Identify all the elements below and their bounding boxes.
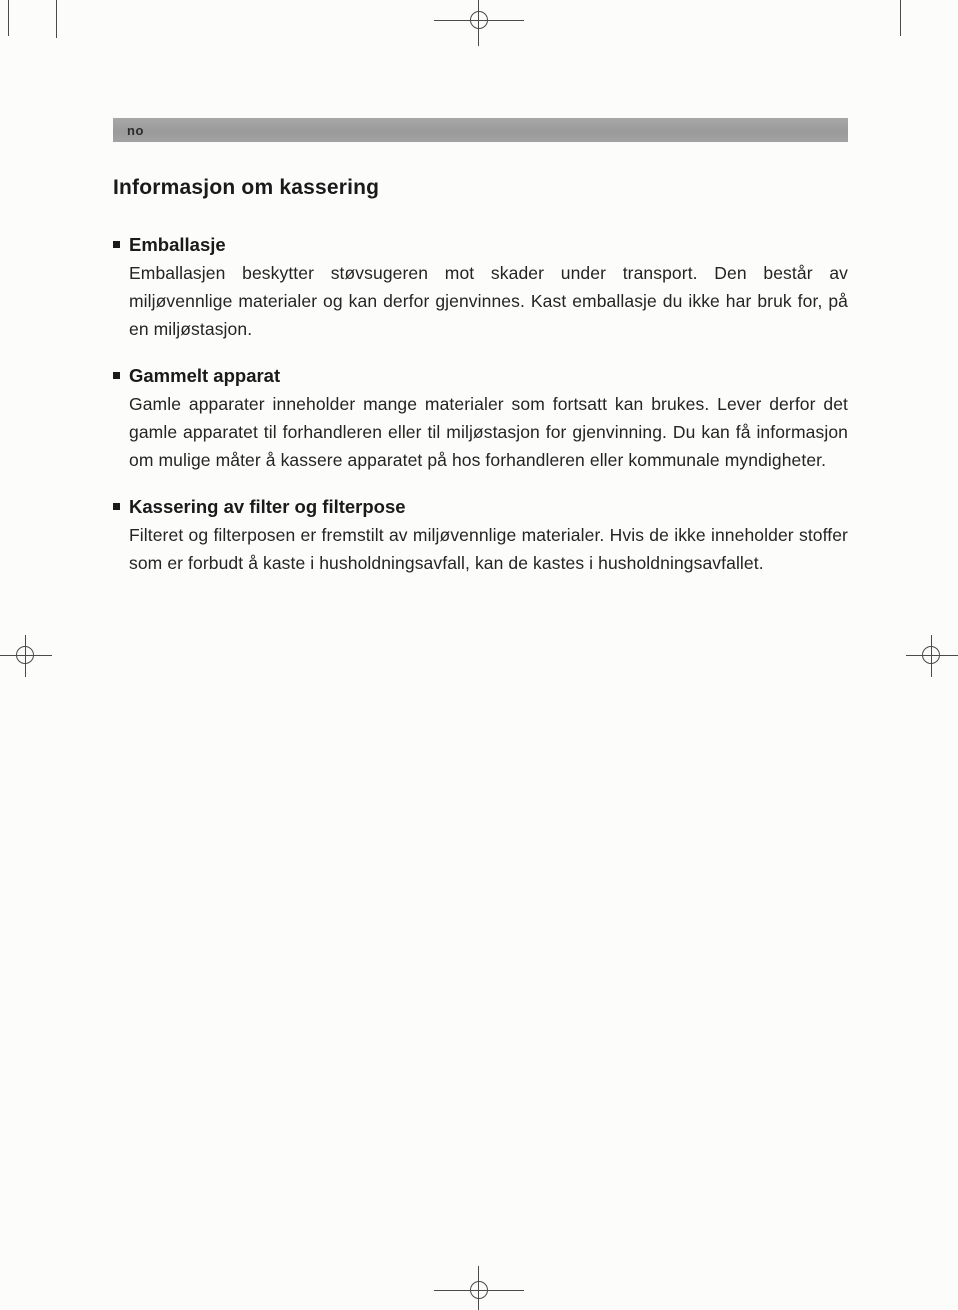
crop-mark-top-right: [900, 0, 901, 36]
section-heading: [113, 234, 848, 256]
section-heading-label: Kassering av filter og filterpose: [129, 496, 406, 517]
section-heading-label: Emballasje: [129, 234, 226, 255]
section-packaging: [113, 234, 848, 343]
language-header-bar: [113, 118, 848, 142]
section-body-text: Gamle apparater inneholder mange materialer som fortsatt kan brukes. Lever derfor det gamle apparatet til forhandleren eller til miljøstasjon for gjenvinning. Du kan få informasjon om mulige måter å kassere apparatet på hos forhandleren eller kommunale myndigheter.: [129, 394, 848, 470]
crop-mark-top-left-outer: [8, 0, 9, 36]
section-heading-label: Gammelt apparat: [129, 365, 281, 386]
document-content: [113, 176, 848, 599]
page-title: Informasjon om kassering: [113, 176, 380, 199]
section-old-appliance: [113, 365, 848, 474]
registration-mark-bottom-circle: [470, 1281, 488, 1299]
language-code: no: [127, 122, 144, 138]
section-body-text: Filteret og filterposen er fremstilt av miljøvennlige materialer. Hvis de ikke inneholder stoffer som er forbudt å kaste i husholdningsavfall, kan de kastes i husholdningsavfallet.: [129, 525, 848, 573]
bullet-square-icon: [113, 503, 120, 510]
section-filter-disposal: [113, 496, 848, 577]
bullet-square-icon: [113, 372, 120, 379]
crop-mark-top-left-inner: [56, 0, 57, 38]
registration-mark-right-circle: [922, 646, 940, 664]
section-heading: [113, 496, 848, 518]
registration-mark-left-circle: [16, 646, 34, 664]
section-body-text: Emballasjen beskytter støvsugeren mot skader under transport. Den består av miljøvennlige materialer og kan derfor gjenvinnes. Kast emballasje du ikke har bruk for, på en miljøstasjon.: [129, 263, 848, 339]
registration-mark-top-circle: [470, 11, 488, 29]
bullet-square-icon: [113, 241, 120, 248]
section-heading: [113, 365, 848, 387]
